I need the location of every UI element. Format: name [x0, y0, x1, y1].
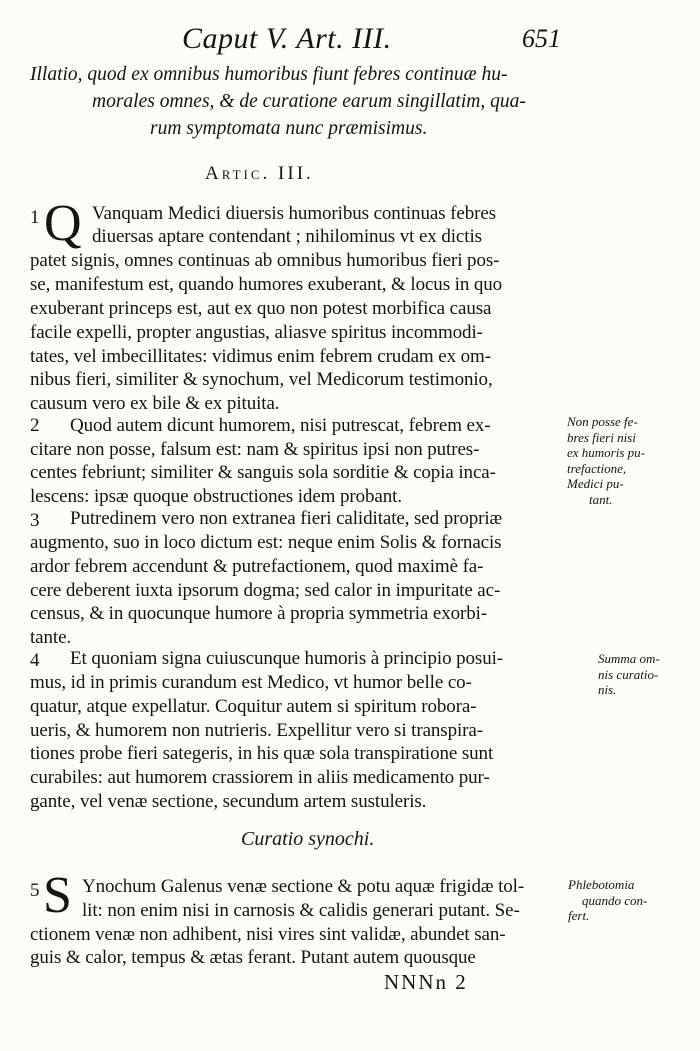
margin-note-line: Phlebotomia — [568, 877, 635, 892]
margin-note-line: fert. — [568, 908, 590, 923]
body-line: causum vero ex bile & ex pituita. — [30, 393, 280, 414]
margin-note — [567, 414, 645, 507]
margin-note-line: quando con- — [582, 892, 648, 908]
margin-note-line: tant. — [589, 491, 613, 507]
body-line: ctionem venæ non adhibent, nisi vires sint validæ, abundet san- — [30, 924, 506, 945]
body-line: cere deberent iuxta ipsorum dogma; sed calor in impuritate ac- — [30, 580, 501, 601]
margin-note-line: Non posse fe- — [567, 414, 638, 429]
margin-note-line: Medici pu- — [567, 476, 624, 491]
page-number: 651 — [522, 24, 561, 53]
body-line: ardor febrem accendunt & putrefactionem, quod maximè fa- — [30, 556, 484, 577]
paragraph-number: 2 — [30, 415, 40, 436]
body-line: curabiles: aut humorem crassiorem in aliis medicamento pur- — [30, 767, 490, 788]
body-line: diuersas aptare contendant ; nihilominus vt ex dictis — [92, 226, 482, 247]
body-line: lescens: ipsæ quoque obstructiones idem probant. — [30, 486, 402, 507]
margin-note-line: ex humoris pu- — [567, 445, 645, 460]
signature-mark: NNNn 2 — [384, 970, 468, 994]
paragraph-number: 3 — [30, 510, 40, 531]
body-line: Putredinem vero non extranea fieri caliditate, sed propriæ — [70, 508, 503, 529]
body-line: se, manifestum est, quando humores exuberant, & locus in quo — [30, 274, 503, 295]
illatio-line: morales omnes, & de curatione earum singillatim, qua- — [92, 91, 526, 112]
body-line: Quod autem dicunt humorem, nisi putrescat, febrem ex- — [70, 415, 491, 436]
body-line: Vanquam Medici diuersis humoribus continuas febres — [92, 203, 496, 224]
body-line: augmento, suo in loco dictum est: neque enim Solis & fornacis — [30, 532, 502, 553]
body-line: tante. — [30, 627, 72, 648]
paragraph-number: 1 — [30, 207, 40, 228]
body-line: citare non posse, falsum est: nam & spiritus ipsi non putres- — [30, 439, 480, 460]
margin-note-line: trefactione, — [567, 460, 627, 476]
paragraph-number: 4 — [30, 650, 40, 671]
drop-cap: Q — [44, 195, 82, 252]
drop-cap: S — [43, 867, 72, 924]
body-line: gante, vel venæ sectione, secundum artem sustuleris. — [30, 791, 427, 812]
body-line: nibus fieri, similiter & synochum, vel Medicorum testimonio, — [30, 369, 493, 390]
body-line: facile expelli, propter angustias, aliasve spiritus incommodi- — [30, 322, 483, 343]
body-line: tates, vel imbecillitates: vidimus enim febrem crudam ex om- — [30, 346, 491, 367]
body-line: exuberant princeps est, aut ex quo non potest morbifica causa — [30, 298, 492, 319]
body-line: Ynochum Galenus venæ sectione & potu aquæ frigidæ tol- — [82, 876, 525, 897]
margin-note-line: bres fieri nisi — [567, 429, 636, 445]
body-line: centes febriunt; similiter & sanguis sola sorditie & copia inca- — [30, 462, 496, 483]
body-line: census, & in quocunque humore à propria symmetria exorbi- — [30, 603, 488, 624]
body-line: guis & calor, tempus & ætas ferant. Putant autem quousque — [30, 947, 476, 968]
body-line: mus, id in primis curandum est Medico, vt humor belle co- — [30, 672, 472, 693]
body-line: ueris, & humorem non nutrieris. Expellitur vero si transpira- — [30, 720, 483, 741]
margin-note-line: nis. — [598, 682, 617, 697]
body-line: lit: non enim nisi in carnosis & calidis generari putant. Se- — [82, 900, 520, 921]
body-line: Et quoniam signa cuiuscunque humoris à principio posui- — [70, 648, 504, 669]
illatio-line: rum symptomata nunc præmisimus. — [150, 118, 428, 139]
margin-note-line: Summa om- — [598, 651, 660, 666]
margin-note — [568, 877, 647, 924]
illatio-line: Illatio, quod ex omnibus humoribus fiunt febres continuæ hu- — [30, 64, 508, 85]
margin-note — [598, 651, 660, 698]
body-line: patet signis, omnes continuas ab omnibus humoribus fieri pos- — [30, 250, 500, 271]
running-head: Caput V. Art. III. — [182, 22, 392, 55]
paragraph-number: 5 — [30, 880, 40, 901]
article-heading: Artic. III. — [205, 163, 314, 184]
section-heading: Curatio synochi. — [241, 828, 375, 850]
body-line: tiones probe fieri sategeris, in his quæ sola transpiratione sunt — [30, 743, 494, 764]
body-line: quatur, atque expellatur. Coquitur autem si spiritum robora- — [30, 696, 477, 717]
margin-note-line: nis curatio- — [598, 666, 659, 682]
